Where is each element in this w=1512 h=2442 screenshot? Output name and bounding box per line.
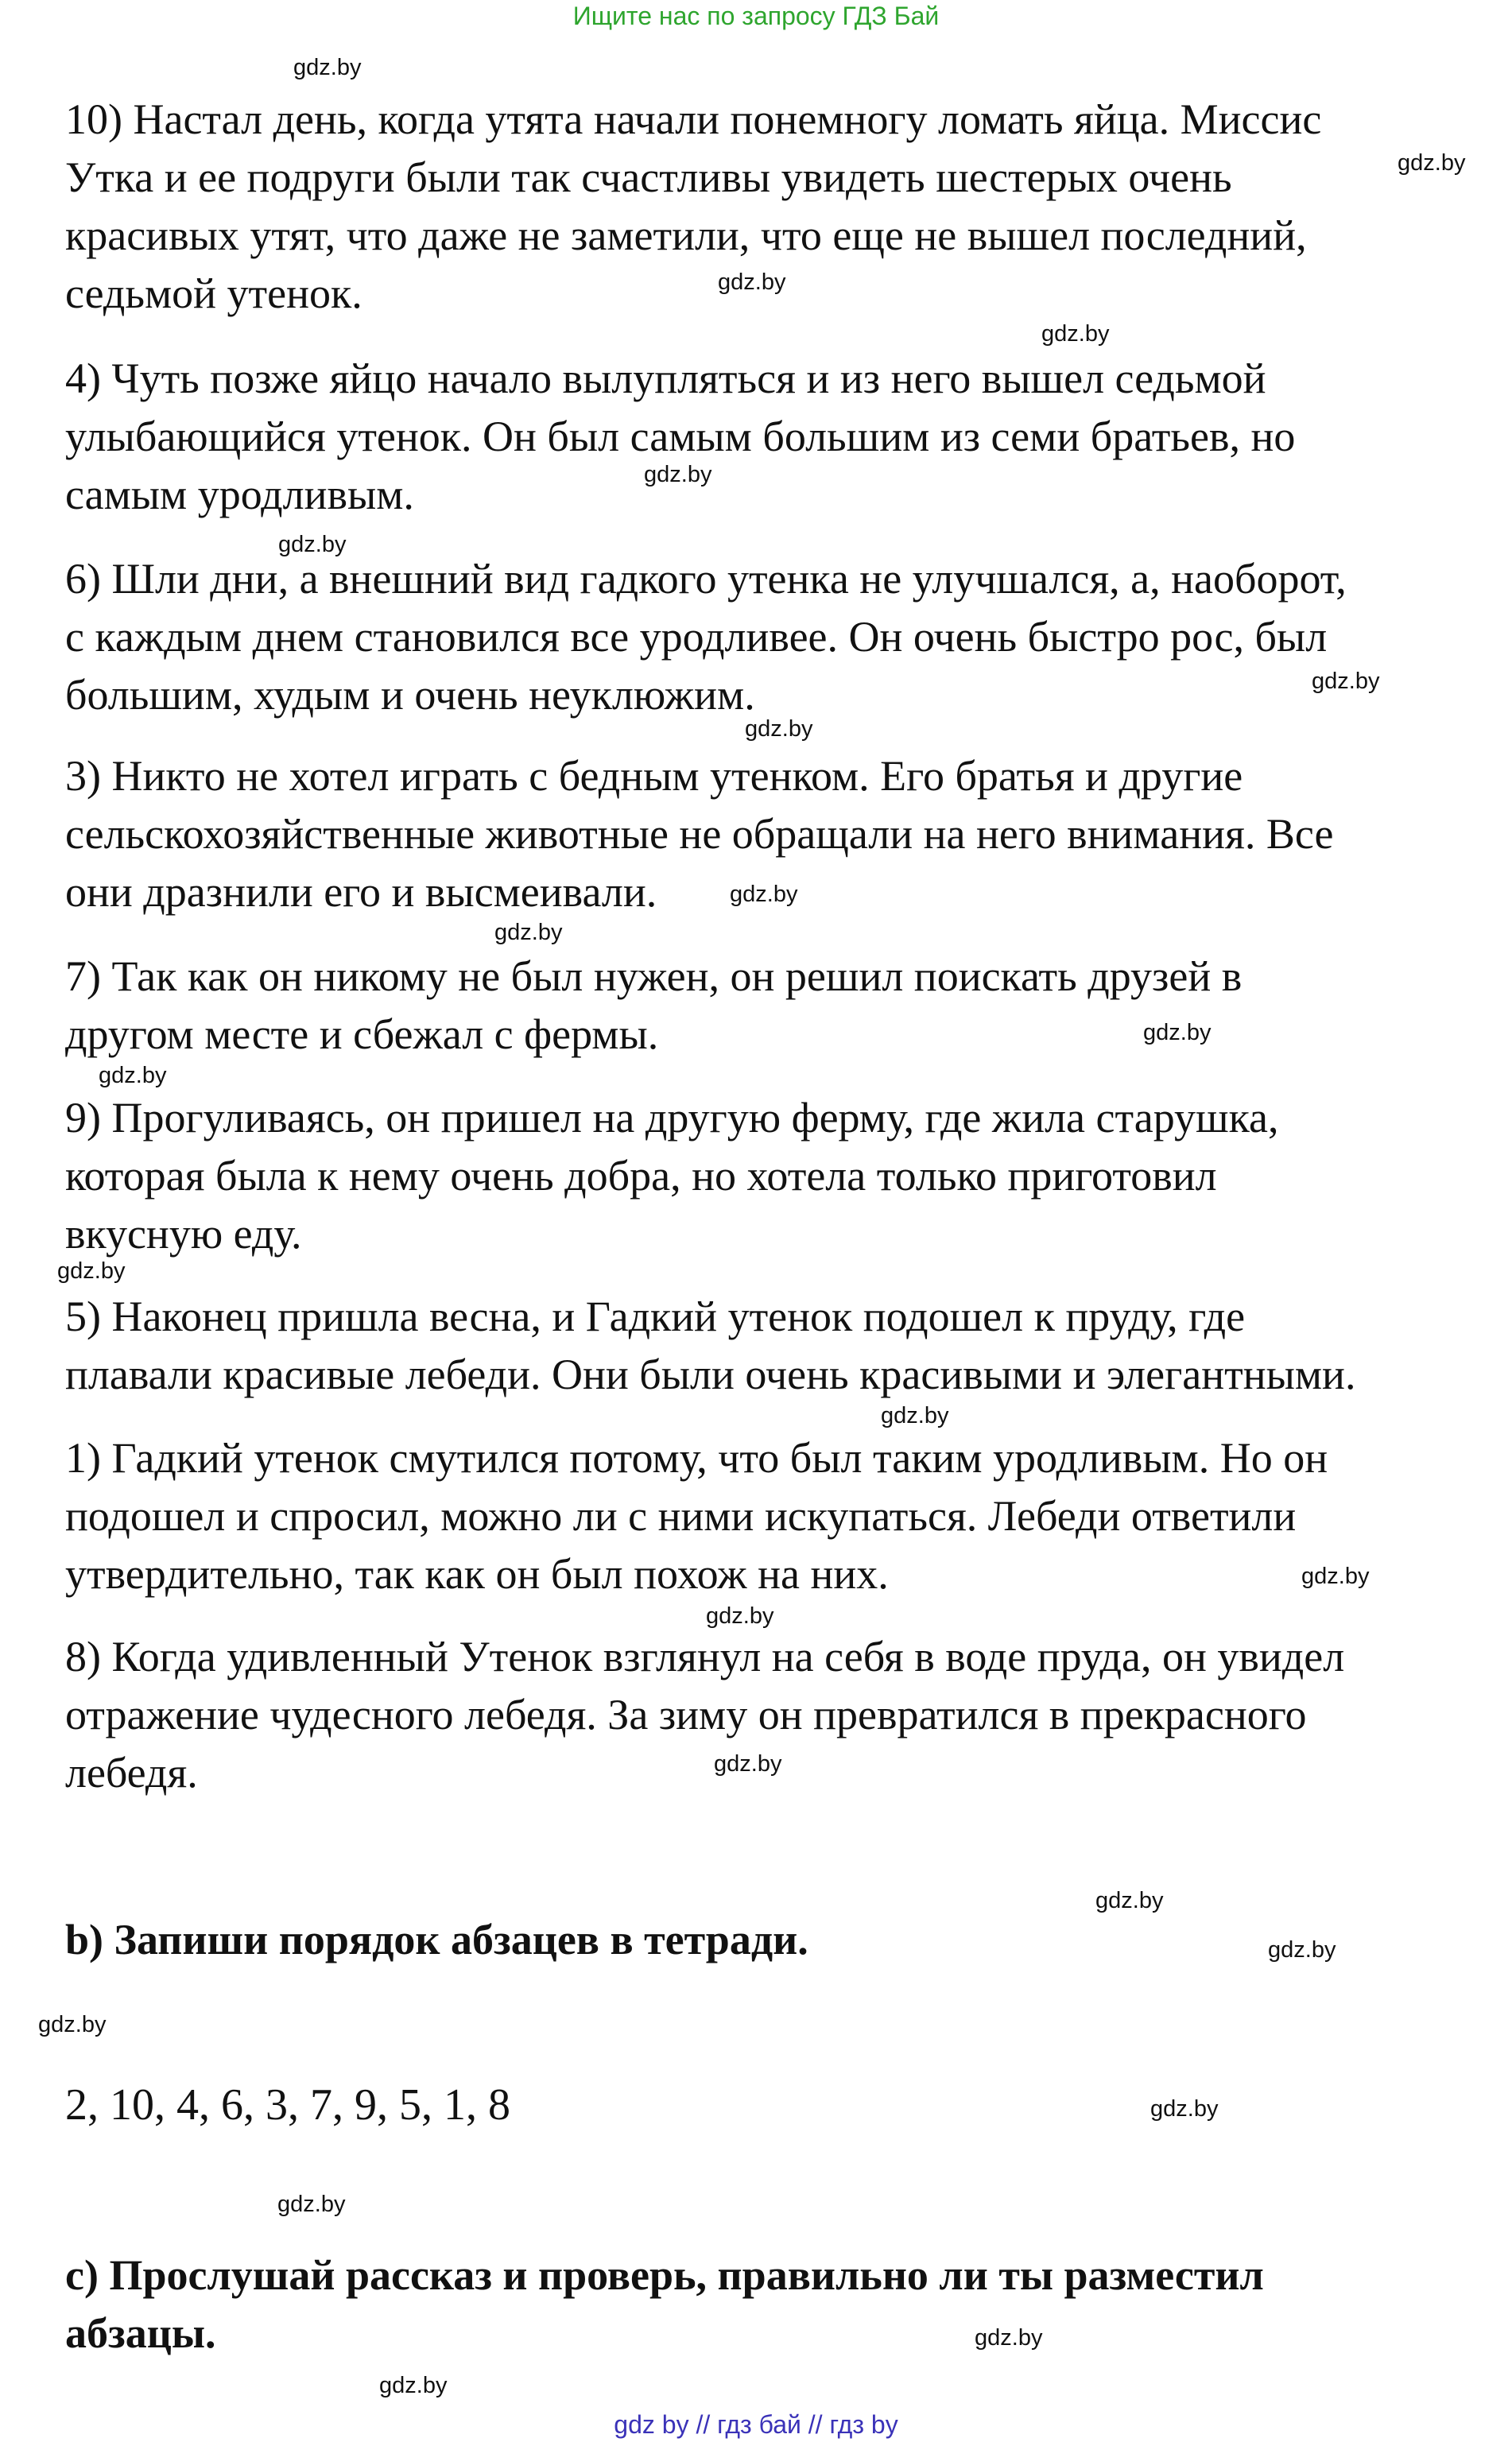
- watermark: gdz.by: [881, 1403, 949, 1428]
- paragraph-line: утвердительно, так как он был похож на них.: [65, 1550, 889, 1598]
- watermark: gdz.by: [379, 2373, 448, 2398]
- watermark: gdz.by: [718, 269, 786, 295]
- watermark: gdz.by: [714, 1751, 782, 1777]
- paragraph-5: [65, 1288, 1504, 1404]
- paragraph-line: 10) Настал день, когда утята начали понемногу ломать яйца. Миссис: [65, 95, 1322, 143]
- paragraph-line: большим, худым и очень неуклюжим.: [65, 671, 755, 719]
- paragraph-line: подошел и спросил, можно ли с ними искупаться. Лебеди ответили: [65, 1492, 1297, 1540]
- watermark: gdz.by: [1398, 150, 1466, 176]
- paragraph-line: отражение чудесного лебедя. За зиму он превратился в прекрасного: [65, 1691, 1307, 1738]
- watermark: gdz.by: [1143, 1020, 1212, 1045]
- watermark: gdz.by: [278, 532, 347, 557]
- watermark: gdz.by: [494, 920, 563, 945]
- watermark: gdz.by: [1150, 2096, 1219, 2122]
- task-b-answer: 2, 10, 4, 6, 3, 7, 9, 5, 1, 8: [65, 2080, 510, 2130]
- watermark: gdz.by: [706, 1603, 774, 1629]
- paragraph-line: которая была к нему очень добра, но хотела только приготовил: [65, 1152, 1217, 1200]
- watermark: gdz.by: [38, 2012, 107, 2037]
- paragraph-8: [65, 1628, 1504, 1802]
- paragraph-line: самым уродливым.: [65, 471, 414, 518]
- paragraph-line: 3) Никто не хотел играть с бедным утенком. Его братья и другие: [65, 752, 1243, 800]
- watermark: gdz.by: [57, 1258, 126, 1284]
- task-c-heading: [65, 2246, 1504, 2363]
- paragraph-line: 4) Чуть позже яйцо начало вылупляться и из него вышел седьмой: [65, 355, 1266, 402]
- paragraph-line: 1) Гадкий утенок смутился потому, что был таким уродливым. Но он: [65, 1434, 1328, 1482]
- paragraph-9: [65, 1089, 1504, 1263]
- watermark: gdz.by: [99, 1063, 167, 1088]
- paragraph-line: 8) Когда удивленный Утенок взглянул на себя в воде пруда, он увидел: [65, 1633, 1345, 1680]
- paragraph-line: 6) Шли дни, а внешний вид гадкого утенка не улучшался, а, наоборот,: [65, 555, 1347, 603]
- paragraph-line: с каждым днем становился все уродливее. Он очень быстро рос, был: [65, 613, 1328, 661]
- paragraph-6: [65, 550, 1504, 724]
- watermark: gdz.by: [1312, 669, 1380, 694]
- watermark: gdz.by: [1041, 321, 1110, 347]
- watermark: gdz.by: [745, 716, 813, 742]
- watermark: gdz.by: [1268, 1937, 1336, 1963]
- paragraph-line: лебедя.: [65, 1749, 198, 1797]
- watermark: gdz.by: [1095, 1888, 1164, 1913]
- paragraph-line: 9) Прогуливаясь, он пришел на другую ферму, где жила старушка,: [65, 1094, 1279, 1142]
- watermark: gdz.by: [293, 55, 362, 80]
- paragraph-line: Утка и ее подруги были так счастливы увидеть шестерых очень: [65, 153, 1232, 201]
- top-banner: Ищите нас по запросу ГДЗ Бай: [572, 2, 940, 30]
- watermark: gdz.by: [277, 2192, 346, 2217]
- paragraph-line: они дразнили его и высмеивали.: [65, 868, 657, 916]
- footer-links: gdz by // гдз бай // гдз by: [614, 2410, 898, 2439]
- paragraph-line: 7) Так как он никому не был нужен, он решил поискать друзей в: [65, 952, 1243, 1000]
- paragraph-line: другом месте и сбежал с фермы.: [65, 1010, 659, 1058]
- watermark: gdz.by: [730, 882, 798, 907]
- paragraph-1: [65, 1429, 1504, 1603]
- paragraph-line: красивых утят, что даже не заметили, что еще не вышел последний,: [65, 211, 1307, 259]
- watermark: gdz.by: [975, 2325, 1043, 2351]
- task-b-heading: b) Запиши порядок абзацев в тетради.: [65, 1916, 808, 1963]
- paragraph-line: плавали красивые лебеди. Они были очень красивыми и элегантными.: [65, 1351, 1356, 1398]
- paragraph-line: седьмой утенок.: [65, 269, 362, 317]
- paragraph-line: сельскохозяйственные животные не обращали на него внимания. Все: [65, 810, 1334, 858]
- paragraph-line: 5) Наконец пришла весна, и Гадкий утенок подошел к пруду, где: [65, 1293, 1246, 1340]
- paragraph-4: [65, 350, 1504, 524]
- task-c-heading-line: c) Прослушай рассказ и проверь, правильно ли ты разместил: [65, 2251, 1264, 2299]
- watermark: gdz.by: [644, 462, 712, 487]
- watermark: gdz.by: [1301, 1564, 1370, 1589]
- paragraph-line: вкусную еду.: [65, 1210, 302, 1258]
- paragraph-line: улыбающийся утенок. Он был самым большим из семи братьев, но: [65, 413, 1296, 460]
- task-c-heading-line: абзацы.: [65, 2309, 216, 2357]
- paragraph-7: [65, 948, 1504, 1064]
